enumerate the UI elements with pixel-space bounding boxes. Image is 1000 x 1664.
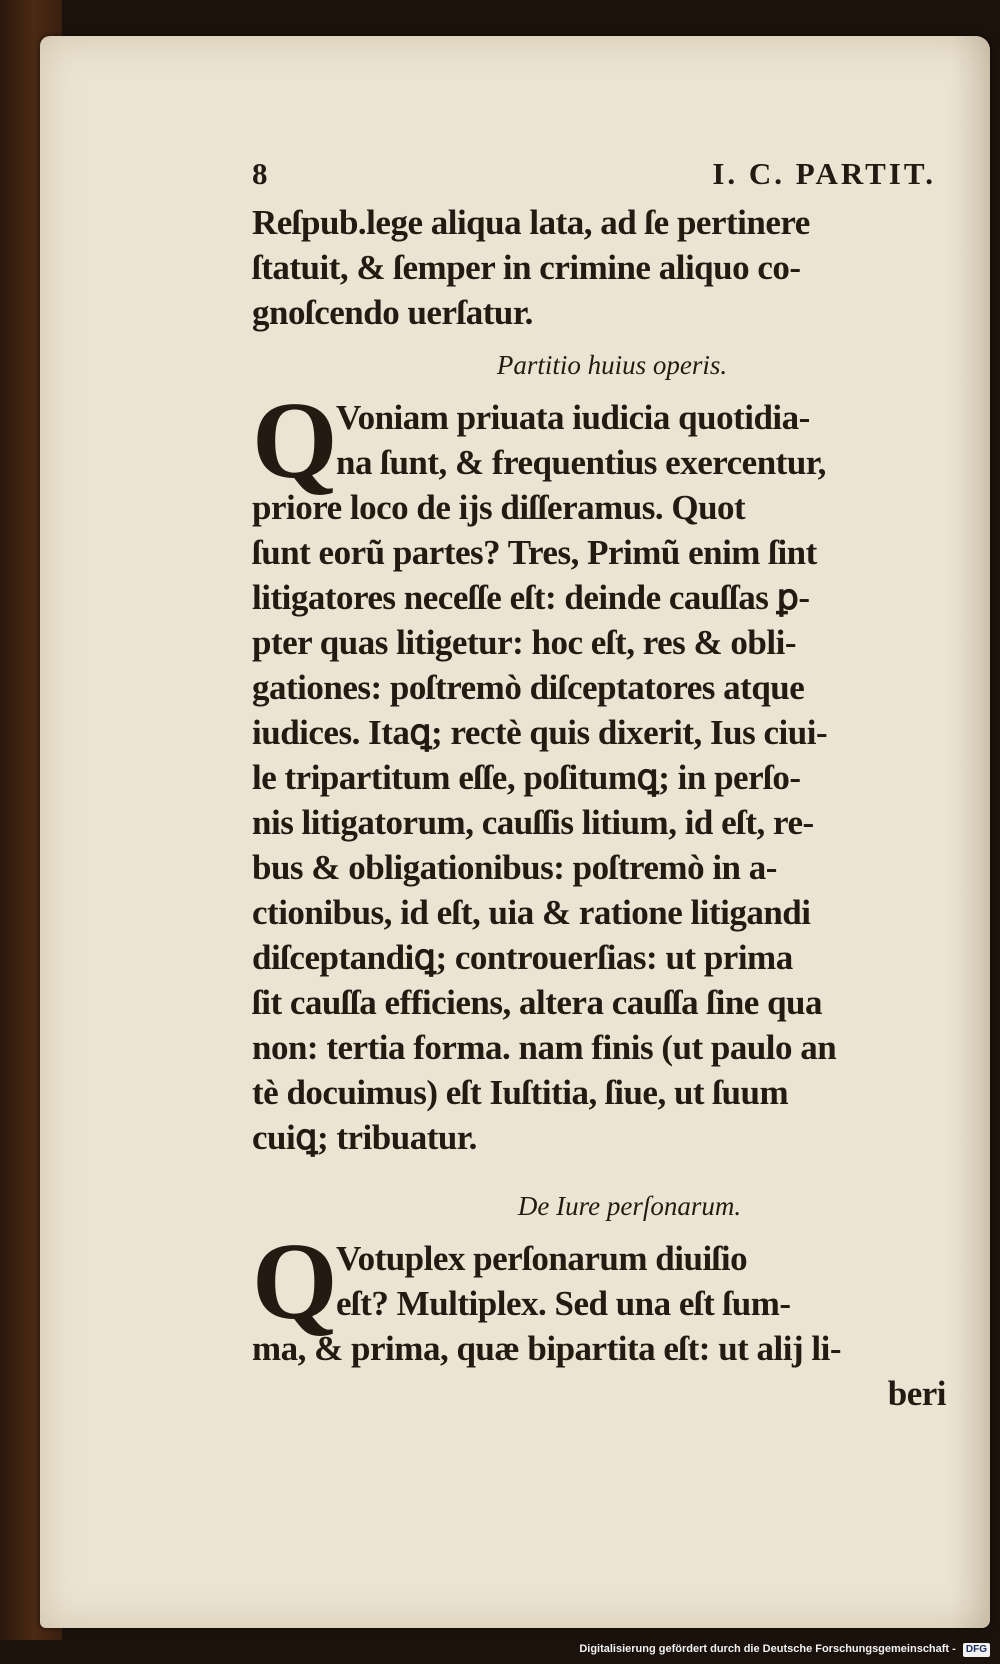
section-heading: De Iure perſonarum. (517, 1191, 742, 1221)
running-header (252, 156, 952, 200)
catchword: beri (887, 1374, 946, 1413)
paragraph-partitio (252, 379, 952, 1160)
text-line: Reſpub.lege aliqua lata, ad ſe pertinere (252, 203, 810, 242)
text-line: non: tertia forma. nam finis (ut paulo an (252, 1028, 837, 1067)
text-line: na ſunt, & frequentius exercentur, (336, 443, 826, 482)
text-line: eſt? Multiplex. Sed una eſt ſum- (336, 1284, 791, 1323)
running-title: I. C. PARTIT. (712, 156, 936, 191)
text-line: ſtatuit, & ſemper in crimine aliquo co- (252, 248, 801, 287)
text-line: ma, & prima, quæ bipartita eſt: ut alij li- (252, 1329, 842, 1368)
text-line: ſunt eorũ partes? Tres, Primũ enim ſint (252, 533, 817, 572)
text-line: le tripartitum eſſe, poſitumꝗ; in perſo- (252, 758, 801, 797)
dfg-logo: DFG (963, 1643, 990, 1657)
paragraph-personae (252, 1220, 952, 1371)
page-number: 8 (252, 156, 271, 191)
book-page (40, 36, 990, 1628)
drop-cap: Q (252, 379, 338, 501)
credit-text: Digitalisierung gefördert durch die Deutsche Forschungsgemeinschaft - (579, 1643, 956, 1655)
text-line: cuiꝗ; tribuatur. (252, 1118, 477, 1157)
text-line: bus & obligationibus: poſtremò in a- (252, 848, 777, 887)
text-line: Voniam priuata iudicia quotidia- (336, 398, 810, 437)
text-line: iudices. Itaꝗ; rectè quis dixerit, Ius ciui- (252, 713, 828, 752)
drop-cap: Q (252, 1220, 338, 1342)
text-line: priore loco de ijs diſſeramus. Quot (252, 488, 746, 527)
text-line: gationes: poſtremò diſceptatores atque (252, 668, 805, 707)
text-line: pter quas litigetur: hoc eſt, res & obli- (252, 623, 796, 662)
section-heading: Partitio huius operis. (496, 350, 728, 380)
text-line: litigatores neceſſe eſt: deinde cauſſas ꝑ- (252, 578, 810, 617)
continuation-text (252, 200, 952, 335)
text-line: ſit cauſſa efficiens, altera cauſſa ſine qua (252, 983, 823, 1022)
text-line: diſceptandiꝗ; controuerſias: ut prima (252, 938, 793, 977)
text-line: ctionibus, id eſt, uia & ratione litigandi (252, 893, 811, 932)
text-line: nis litigatorum, cauſſis litium, id eſt, re- (252, 803, 814, 842)
text-line: tè docuimus) eſt Iuſtitia, ſiue, ut ſuum (252, 1073, 789, 1112)
text-block (252, 156, 952, 1416)
text-line: Votuplex perſonarum diuiſio (336, 1239, 748, 1278)
digitization-credit (579, 1638, 990, 1660)
text-line: gnoſcendo uerſatur. (252, 293, 533, 332)
